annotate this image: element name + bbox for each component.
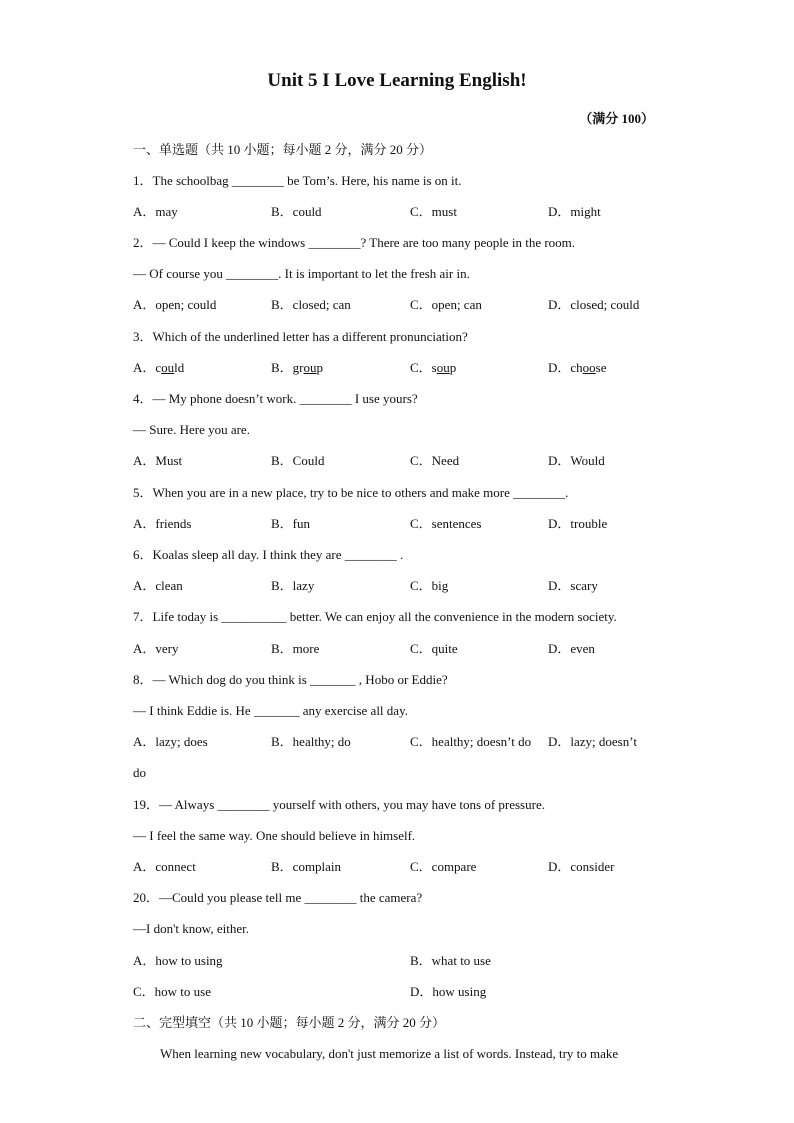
section-heading-cloze: 二、完型填空（共 10 小题；每小题 2 分，满分 20 分） (133, 1015, 446, 1030)
question-3-option-d (548, 360, 607, 376)
word-part: s (431, 360, 437, 375)
question-8-option-c: C．healthy; doesn’t do (410, 734, 532, 749)
word-part: ch (570, 360, 583, 375)
question-5-option-a: A．friends (133, 516, 192, 531)
question-2-option-a: A．open; could (133, 297, 217, 312)
underlined-letters: ou (436, 360, 450, 375)
question-3-option-a (133, 360, 184, 376)
question-20-option-b: B．what to use (410, 953, 491, 968)
question-3-option-b (271, 360, 323, 376)
question-4-option-d: D．Would (548, 453, 605, 468)
question-8-reply: — I think Eddie is. He _______ any exercise all day. (133, 703, 408, 718)
section-heading-single-choice: 一、单选题（共 10 小题；每小题 2 分，满分 20 分） (133, 142, 433, 157)
word-part: p (449, 360, 457, 375)
question-8-option-a: A．lazy; does (133, 734, 208, 749)
question-5-option-c: C．sentences (410, 516, 482, 531)
question-4-option-a: A．Must (133, 453, 183, 468)
cloze-paragraph: When learning new vocabulary, don't just memorize a list of words. Instead, try to make (160, 1046, 619, 1061)
question-4-reply: — Sure. Here you are. (133, 422, 250, 437)
word-part: gr (292, 360, 304, 375)
word-part: ld (174, 360, 185, 375)
question-19-option-a: A．connect (133, 859, 196, 874)
full-score-label: （满分 100） (579, 111, 654, 126)
question-3-option-c (410, 360, 456, 376)
question-1-option-d: D．might (548, 204, 601, 219)
question-19-option-c: C．compare (410, 859, 477, 874)
question-8-option-d-wrap: do (133, 765, 146, 780)
question-7-option-a: A．very (133, 641, 179, 656)
question-20-option-d: D．how using (410, 984, 487, 999)
question-19-option-d: D．consider (548, 859, 615, 874)
question-5-option-d: D．trouble (548, 516, 608, 531)
question-4-option-b: B．Could (271, 453, 325, 468)
word-part: se (595, 360, 607, 375)
underlined-letters: oo (582, 360, 596, 375)
question-6-option-b: B．lazy (271, 578, 315, 593)
question-19-text: 19．— Always ________ yourself with others, you may have tons of pressure. (133, 797, 545, 812)
question-2-reply: — Of course you ________. It is important to let the fresh air in. (133, 266, 470, 281)
question-1-option-b: B．could (271, 204, 322, 219)
question-20-option-a: A．how to using (133, 953, 223, 968)
question-6-option-d: D．scary (548, 578, 598, 593)
question-1-text: 1．The schoolbag ________ be Tom’s. Here, his name is on it. (133, 173, 462, 188)
option-label: C． (410, 360, 432, 375)
question-2-option-c: C．open; can (410, 297, 482, 312)
question-6-option-c: C．big (410, 578, 449, 593)
question-6-text: 6．Koalas sleep all day. I think they are ________ . (133, 547, 404, 562)
question-20-option-c: C．how to use (133, 984, 212, 999)
question-7-text: 7．Life today is __________ better. We can enjoy all the convenience in the modern society. (133, 609, 617, 624)
underlined-letters: ou (161, 360, 175, 375)
question-20-reply: —I don't know, either. (133, 921, 249, 936)
underlined-letters: ou (303, 360, 317, 375)
question-5-option-b: B．fun (271, 516, 311, 531)
question-2-option-d: D．closed; could (548, 297, 640, 312)
option-label: B． (271, 360, 293, 375)
page-title: Unit 5 I Love Learning English! (267, 70, 527, 91)
question-3-text: 3．Which of the underlined letter has a different pronunciation? (133, 329, 468, 344)
option-label: D． (548, 360, 571, 375)
question-2-text: 2．— Could I keep the windows ________? There are too many people in the room. (133, 235, 576, 250)
question-6-option-a: A．clean (133, 578, 183, 593)
question-19-reply: — I feel the same way. One should believe in himself. (133, 828, 416, 843)
option-label: A． (133, 360, 156, 375)
question-8-option-d: D．lazy; doesn’t (548, 734, 637, 749)
question-19-option-b: B．complain (271, 859, 342, 874)
question-20-text: 20．—Could you please tell me ________ the camera? (133, 890, 423, 905)
question-5-text: 5．When you are in a new place, try to be nice to others and make more ________. (133, 485, 569, 500)
question-4-text: 4．— My phone doesn’t work. ________ I use yours? (133, 391, 418, 406)
question-7-option-d: D．even (548, 641, 595, 656)
question-8-text: 8．— Which dog do you think is _______ , Hobo or Eddie? (133, 672, 448, 687)
word-part: p (316, 360, 324, 375)
question-2-option-b: B．closed; can (271, 297, 351, 312)
word-part: c (155, 360, 162, 375)
question-7-option-c: C．quite (410, 641, 458, 656)
question-4-option-c: C．Need (410, 453, 460, 468)
question-7-option-b: B．more (271, 641, 320, 656)
question-8-option-b: B．healthy; do (271, 734, 351, 749)
question-1-option-a: A．may (133, 204, 178, 219)
question-1-option-c: C．must (410, 204, 457, 219)
